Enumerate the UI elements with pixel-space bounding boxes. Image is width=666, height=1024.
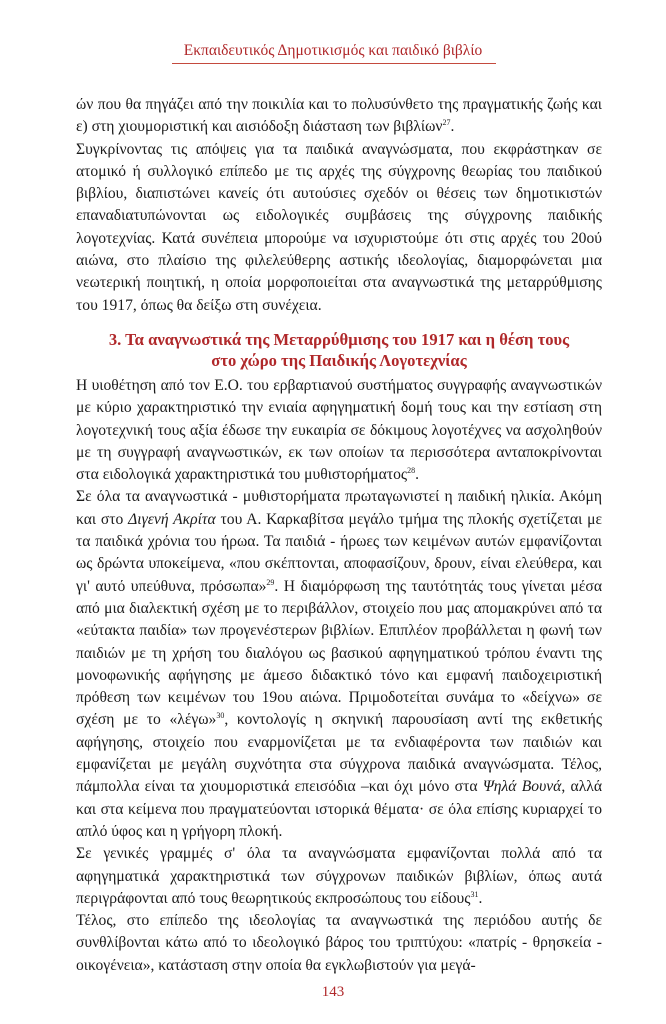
book-title-digenis: Διγενή Ακρίτα [128,510,216,528]
footnote-ref-31[interactable]: 31 [470,889,479,899]
header-rule [172,63,496,64]
footnote-ref-29[interactable]: 29 [266,577,275,587]
section-heading-line-2: στο χώρο της Παιδικής Λογοτεχνίας [211,350,467,370]
section-heading [76,329,602,371]
section-heading-line-1: 3. Τα αναγνωστικά της Μεταρρύθμισης του 1917 και η θέση τους [108,329,570,349]
paragraph: Σε όλα τα αναγνωστικά - μυθιστορήματα πρωταγωνιστεί η παιδική ηλικία. Ακόμη και στο Διγενή Ακρίτα του Α. Καρκαβίτσα μεγάλο τμήμα της πλοκής σχετίζεται με τα παιδικά χρόνια του ήρωα. Τα παιδιά - ήρωες των κειμένων αυτών εμφανίζονται ως δρώντα υποκείμενα, «που σκέπτονται, αποφασίζουν, δρουν, είναι ελεύθερα, και γι' αυτό υπεύθυνα, πρόσωπα»$^{29}$. Η διαμόρφωση της ταυτότητάς τους γίνεται μέσα από μια διαλεκτική σχέση με το περιβάλλον, στοιχείο που μας απομακρύνει από τα «εύτακτα παιδία» των προγενέστερων βιβλίων. Επιπλέον προβάλλεται η φωνή των παιδιών με τη χρήση του διαλόγου ως βασικού αφηγηματικού τρόπου έναντι της μονοφωνικής αφήγησης με άμεσο διδακτικό τόνο και εμφανή παιδοχειριστική πρόθεση των κειμένων του 19ου αιώνα. Πριμοδοτείται συνάμα το «δείχνω» σε σχέση με το «λέγω»$^{30}$, κοντολογίς η σκηνική παρουσίαση αντί της εκθετικής αφήγησης, στοιχείο που εναρμονίζεται με τα ενδιαφέροντα των παιδιών και εμφανίζεται με μεγάλη συχνότητα στα σύγχρονα παιδικά αναγνώσματα. Τέλος, πάμπολλα είναι τα χιουμοριστικά επεισόδια –και όχι μόνο στα Ψηλά Βουνά, αλλά και στα κείμενα που πραγματεύονται ιστορικά θέματα· σε όλα επίσης κυριαρχεί το απλό ύφος και η γρήγορη πλοκή. [76,488,602,840]
footnote-ref-28[interactable]: 28 [407,465,416,475]
footnote-ref-30[interactable]: 30 [216,711,225,721]
footnote-ref-27[interactable]: 27 [442,118,451,128]
book-title-psila-vouna: Ψηλά Βουνά [482,778,562,796]
page-number: 143 [321,984,345,1000]
running-header: Εκπαιδευτικός Δημοτικισμός και παιδικό βιβλίο [183,42,483,59]
paragraph: Συγκρίνοντας τις απόψεις για τα παιδικά αναγνώσματα, που εκφράστηκαν σε ατομικό ή συλλογικό επίπεδο με τις αρχές της σύγχρονης θεωρίας του παιδικού βιβλίου, διαπιστώνει κανείς ότι αυτούσιες σχεδόν οι θέσεις των δημοτικιστών επαναδιατυπώνονται ως ειδολογικές συμβάσεις της σύγχρονης παιδικής λογοτεχνίας. Κατά συνέπεια μπορούμε να ισχυριστούμε ότι στις αρχές του 20ού αιώνα, στο πλαίσιο της φιλελεύθερης αστικής ιδεολογίας, διαμορφώνεται μια νεωτερική ποιητική, η οποία μορφοποιείται στα αναγνωστικά της μεταρρύθμισης του 1917, όπως θα δείξω στη συνέχεια. [76,140,602,314]
paragraph: Τέλος, στο επίπεδο της ιδεολογίας τα αναγνωστικά της περιόδου αυτής δε συνθλίβονται κάτω από το ιδεολογικό βάρος του τριπτύχου: «πατρίς - θρησκεία - οικογένεια», κατάσταση στην οποία θα εγκλωβιστούν για μεγά- [76,912,602,974]
paragraph: Η υιοθέτηση από τον Ε.Ο. του ερβαρτιανού συστήματος συγγραφής αναγνωστικών με κύριο χαρακτηριστικό την ενιαία αφηγηματική δομή τους και την εστίαση στη λογοτεχνική τους αξία έδωσε την ευκαιρία σε δόκιμους λογοτέχνες να ασχοληθούν με τη συγγραφή αναγνωστικών, εκ των οποίων τα περισσότερα ανταποκρίνονται στα ειδολογικά χαρακτηριστικά του μυθιστορήματος$^{28}$. [76,376,602,484]
page-body [76,94,602,977]
paragraph: Σε γενικές γραμμές σ' όλα τα αναγνώσματα εμφανίζονται πολλά από τα αφηγηματικά χαρακτηριστικά των σύγχρονων παιδικών βιβλίων, όπως αυτά περιγράφονται από τους θεωρητικούς εκπροσώπους του είδους$^{31}$. [76,845,602,907]
paragraph-continued: ών που θα πηγάζει από την ποικιλία και το πολυσύνθετο της πραγματικής ζωής και ε) στη χιουμοριστική και αισιόδοξη διάσταση των βιβλίων$^{27}$. [76,96,602,136]
